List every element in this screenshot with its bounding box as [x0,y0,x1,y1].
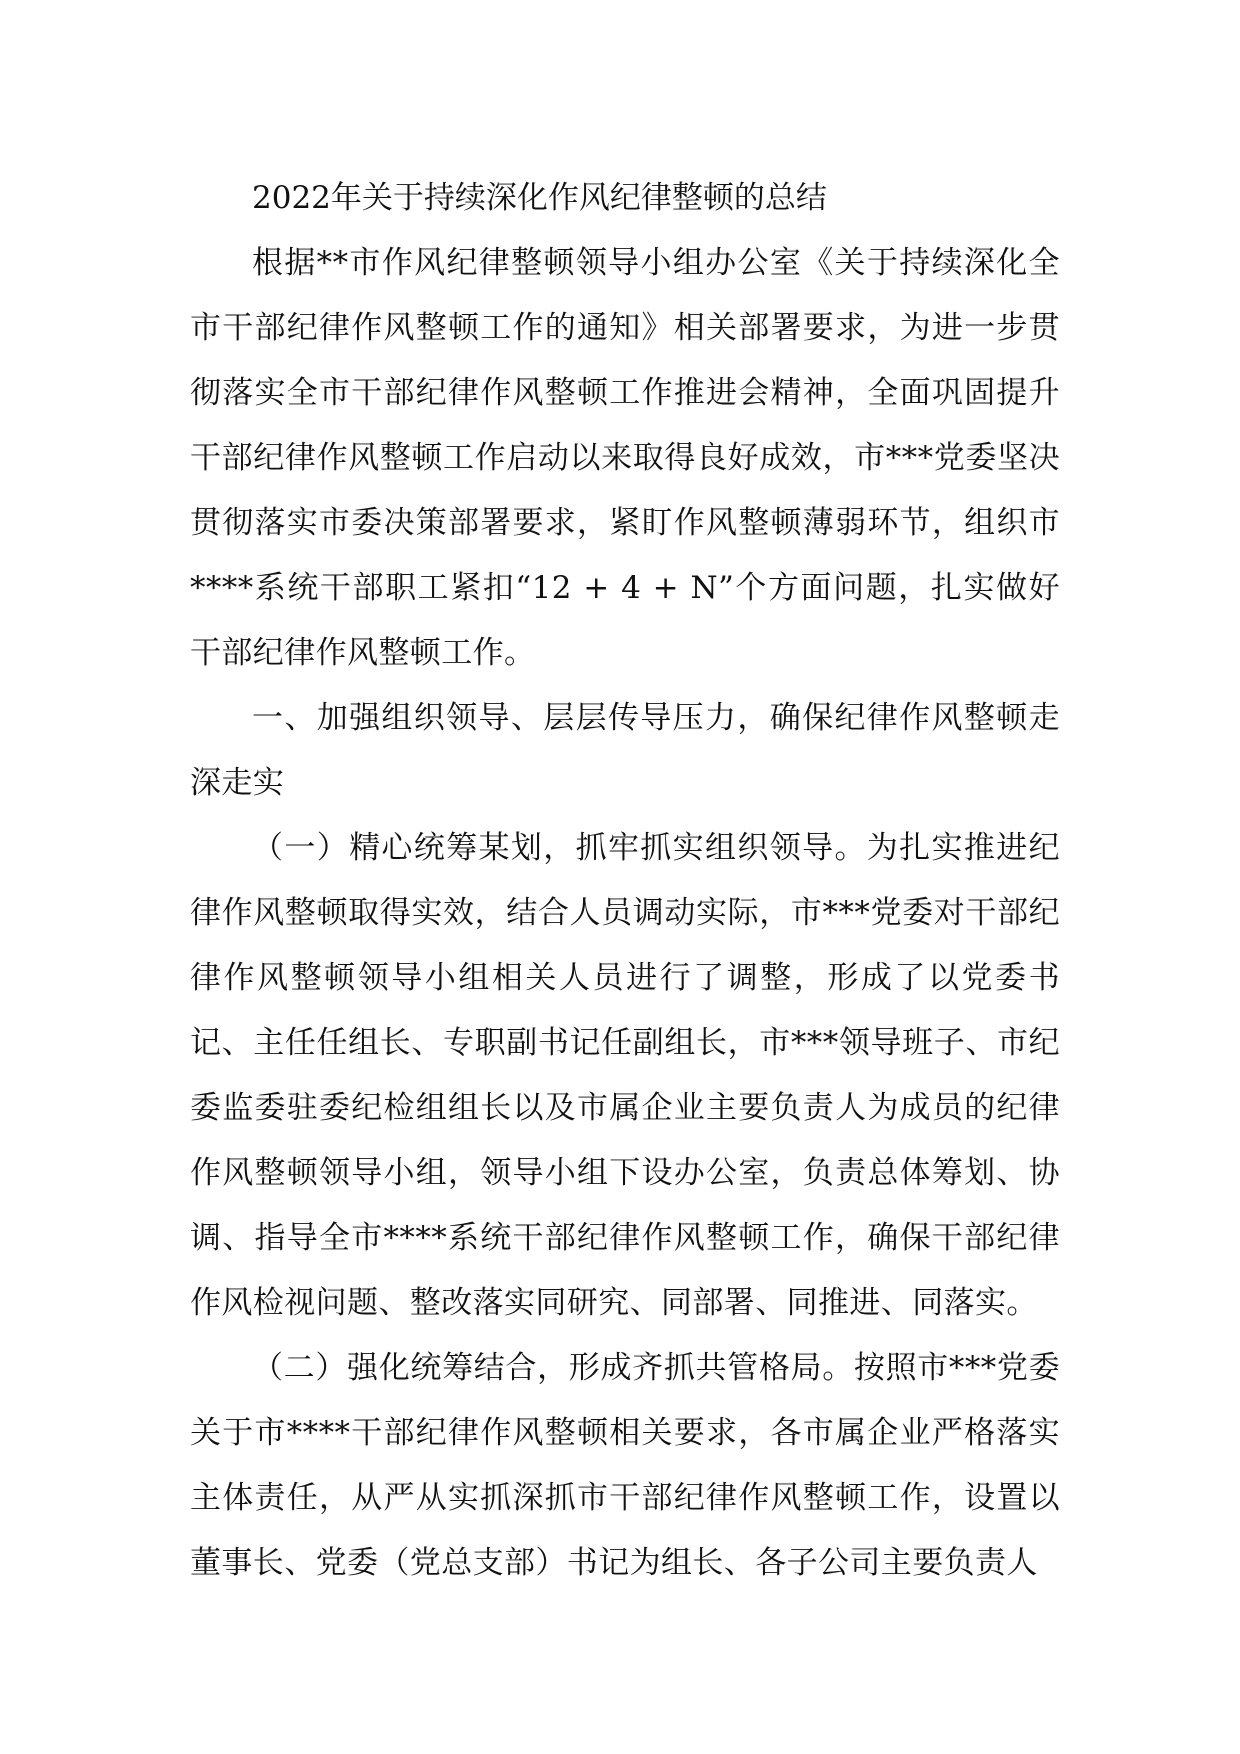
paragraph-subsection-1: （一）精心统筹某划，抓牢抓实组织领导。为扎实推进纪律作风整顿取得实效，结合人员调动实际，市***党委对干部纪律作风整顿领导小组相关人员进行了调整，形成了以党委书记、主任任组长、专职副书记任副组长，市***领导班子、市纪委监委驻委纪检组组长以及市属企业主要负责人为成员的纪律作风整顿领导小组，领导小组下设办公室，负责总体筹划、协调、指导全市****系统干部纪律作风整顿工作，确保干部纪律作风检视问题、整改落实同研究、同部署、同推进、同落实。 [190,830,1060,1321]
paragraph-intro: 根据**市作风纪律整顿领导小组办公室《关于持续深化全市干部纪律作风整顿工作的通知》相关部署要求，为进一步贯彻落实全市干部纪律作风整顿工作推进会精神，全面巩固提升干部纪律作风整顿工作启动以来取得良好成效，市***党委坚决贯彻落实市委决策部署要求，紧盯作风整顿薄弱环节，组织市****系统干部职工紧扣“12 + 4 + N”个方面问题，扎实做好干部纪律作风整顿工作。 [190,245,1060,671]
document-title: 2022年关于持续深化作风纪律整顿的总结 [252,180,827,216]
document-body [190,166,1060,1596]
paragraph-subsection-2: （二）强化统筹结合，形成齐抓共管格局。按照市***党委关于市****干部纪律作风整顿相关要求，各市属企业严格落实主体责任，从严从实抓深抓市干部纪律作风整顿工作，设置以董事长、党委（党总支部）书记为组长、各子公司主要负责人 [190,1350,1060,1581]
section-heading-1: 一、加强组织领导、层层传导压力，确保纪律作风整顿走深走实 [190,700,1060,801]
